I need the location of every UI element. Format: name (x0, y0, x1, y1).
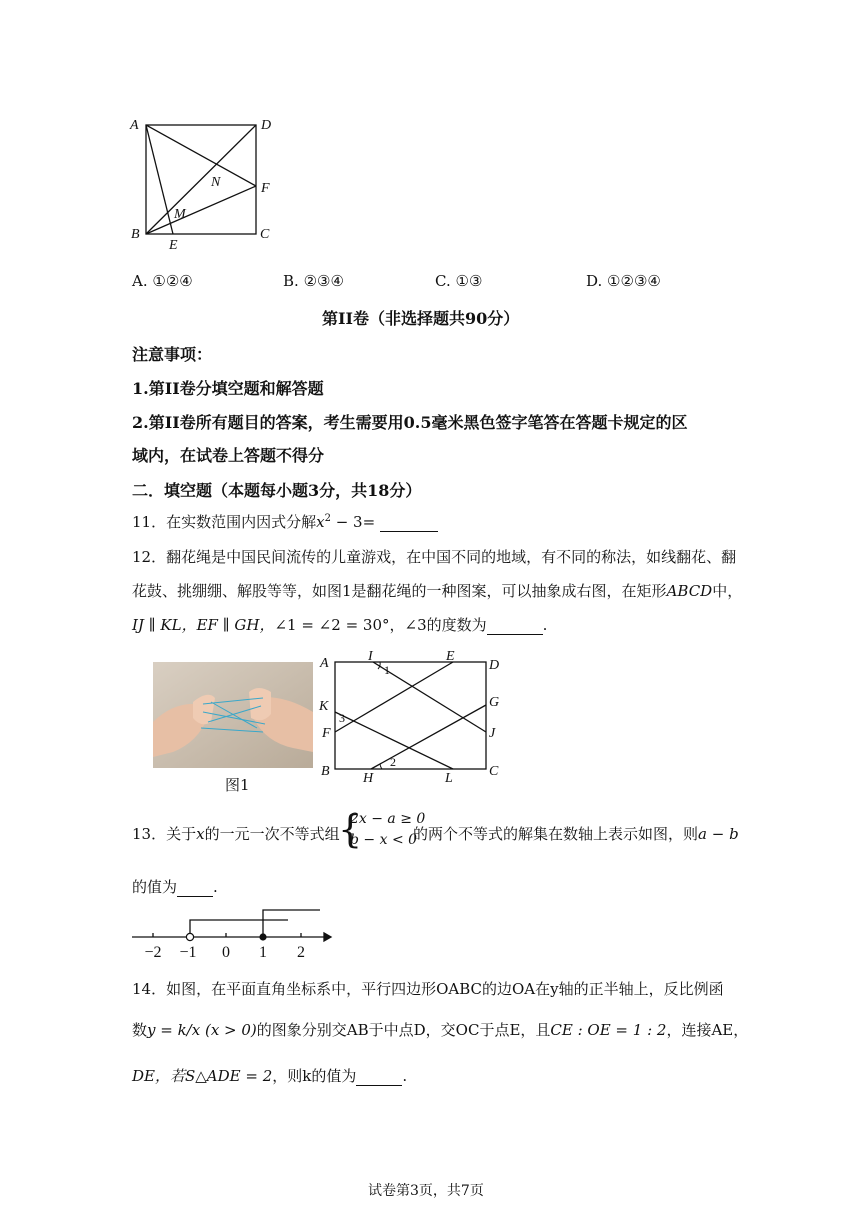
q11-number: 11． (132, 513, 167, 531)
q12-angle-statement: ∠1 = ∠2 = 30° (274, 616, 390, 634)
q13-suffix (413, 823, 739, 844)
q13-ineq1: 2x − a ≥ 0 (350, 811, 426, 827)
option-a-letter: A. (132, 272, 148, 290)
open-point (186, 933, 193, 940)
rlabel-j: J (489, 726, 496, 741)
diagonal-bd (146, 125, 256, 234)
q11-answer-blank[interactable] (380, 513, 438, 532)
tick-label-0: 0 (222, 944, 230, 961)
q14-ratio: CE : OE = 1 : 2 (550, 1021, 667, 1039)
rlabel-k: K (319, 699, 329, 714)
option-a[interactable] (132, 272, 193, 290)
axis-arrow (324, 933, 331, 941)
q13-line2 (132, 876, 218, 897)
label-d: D (261, 118, 272, 133)
notice-title: 注意事项： (132, 345, 213, 364)
q12-ask: ，∠3的度数为 (389, 616, 487, 634)
angle-1-label: 1 (384, 663, 390, 677)
rlabel-l: L (445, 771, 453, 785)
tick-label-1: 1 (259, 944, 267, 961)
label-c: C (260, 227, 270, 242)
rlabel-e: E (446, 650, 455, 664)
rlabel-a: A (320, 656, 329, 671)
q14-line2-start: 数 (132, 1021, 148, 1039)
q13-period: . (213, 878, 218, 896)
q14-period: . (402, 1067, 408, 1085)
q14-line3 (132, 1065, 407, 1086)
label-b: B (131, 227, 140, 242)
option-c-text: ①③ (455, 272, 483, 290)
line-ef (335, 662, 453, 732)
q12-line3 (132, 614, 547, 635)
notice-item-1: 1.第II卷分填空题和解答题 (132, 379, 324, 398)
rectangle-figure (316, 650, 516, 785)
q14-line2 (132, 1019, 748, 1040)
right-fingers-shape (249, 688, 271, 720)
option-b-text: ②③④ (303, 272, 344, 290)
q14-area: S△ADE = 2 (184, 1067, 273, 1085)
q14-answer-blank[interactable] (356, 1067, 402, 1086)
section-title: 第II卷（非选择题共90分） (322, 309, 520, 328)
rlabel-h: H (363, 771, 374, 785)
q14-line2-end: ，连接AE， (666, 1021, 749, 1039)
part-title: 二．填空题（本题每小题3分，共18分） (132, 481, 422, 500)
solution-bracket-2 (263, 910, 320, 937)
segment-ae (146, 125, 173, 234)
angle-3-label: 3 (339, 711, 345, 725)
q13-prefix (132, 823, 340, 844)
segment-af (146, 125, 256, 186)
q12-line2-end: 中， (712, 582, 743, 600)
rlabel-b: B (321, 764, 330, 779)
label-m: M (174, 207, 186, 222)
q13-ask-expr: a − b (698, 825, 739, 843)
label-n: N (211, 175, 221, 190)
rlabel-g: G (489, 695, 500, 710)
q12-parallel-statement: IJ ∥ KL，EF ∥ GH， (132, 616, 275, 634)
q11-expr-x: x (316, 513, 325, 531)
q12-rect-name: ABCD (666, 582, 713, 600)
rectangle-abcd (335, 662, 486, 769)
angle-2-arc (380, 764, 382, 769)
closed-point (259, 933, 266, 940)
notice-item-2-line2: 域内，在试卷上答题不得分 (132, 446, 325, 465)
option-c[interactable] (435, 272, 482, 290)
option-b-letter: B. (283, 272, 299, 290)
q12-line2 (132, 580, 742, 601)
q13-line2-text: 的值为 (132, 878, 178, 896)
q11-text: 在实数范围内因式分解 (166, 513, 317, 531)
rlabel-f: F (322, 726, 331, 741)
q13-var-x: x (196, 825, 205, 843)
cats-cradle-photo (153, 662, 313, 768)
q13-prefix-text: 13．关于 (132, 825, 197, 843)
q13-brace: { (338, 807, 363, 851)
line-gh (371, 705, 486, 769)
label-e: E (169, 238, 178, 253)
q14-line1: 14．如图，在平面直角坐标系中，平行四边形OABC的边OA在y轴的正半轴上，反比例函 (132, 980, 724, 998)
rlabel-c: C (489, 764, 499, 779)
q14-line3-start: DE，若 (132, 1067, 185, 1085)
q12-answer-blank[interactable] (487, 616, 543, 635)
q14-line2-middle: 的图象分别交AB于中点D，交OC于点E，且 (256, 1021, 551, 1039)
q14-function: y = k/x (x > 0) (147, 1021, 257, 1039)
solution-bracket-1 (190, 920, 288, 937)
q14-ask: ，则k的值为 (272, 1067, 357, 1085)
q12-line2-text: 花鼓、挑绷绷、解股等等，如图1是翻花绳的一种图案，可以抽象成右图，在矩形 (132, 582, 667, 600)
option-c-letter: C. (435, 272, 451, 290)
option-d[interactable] (586, 272, 661, 290)
angle-2-label: 2 (390, 755, 396, 769)
number-line (128, 902, 338, 962)
option-d-text: ①②③④ (607, 272, 661, 290)
q13-ineq2: b − x < 0 (350, 832, 418, 848)
q12-line1: 12．翻花绳是中国民间流传的儿童游戏，在中国不同的地域，有不同的称法，如线翻花、翻 (132, 548, 737, 566)
photo-caption: 图1 (225, 776, 250, 794)
q13-suffix-text: 的两个不等式的解集在数轴上表示如图，则 (413, 825, 699, 843)
option-b[interactable] (283, 272, 344, 290)
tick-label-2: 2 (297, 944, 305, 961)
question-11 (132, 511, 438, 532)
label-a: A (130, 118, 139, 133)
rlabel-i: I (368, 650, 373, 664)
page-footer: 试卷第3页，共7页 (368, 1183, 484, 1199)
q12-period: . (542, 616, 548, 634)
q13-answer-blank[interactable] (177, 878, 213, 897)
q13-middle-text: 的一元一次不等式组 (204, 825, 340, 843)
option-d-letter: D. (586, 272, 603, 290)
option-a-text: ①②④ (152, 272, 193, 290)
q11-expr-sup: 2 (324, 513, 331, 524)
geometry-figure-square (125, 112, 285, 257)
q11-expr-rest: − 3= (330, 513, 380, 531)
tick-label-neg1: −1 (179, 944, 197, 961)
tick-label-neg2: −2 (144, 944, 162, 961)
notice-item-2-line1: 2.第II卷所有题目的答案，考生需要用0.5毫米黑色签字笔答在答题卡规定的区 (132, 413, 688, 432)
label-f: F (261, 181, 270, 196)
rlabel-d: D (489, 658, 500, 673)
